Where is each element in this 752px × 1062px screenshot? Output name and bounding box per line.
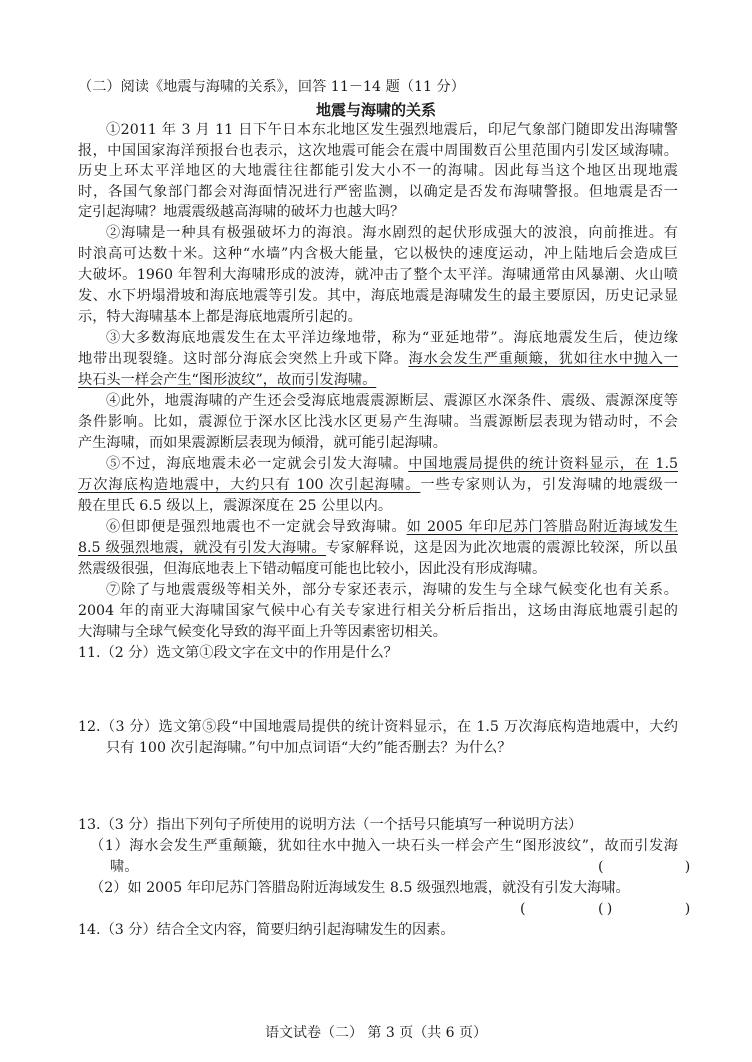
question-11: 11.（2 分）选文第①段文字在文中的作用是什么？ — [78, 645, 398, 661]
answer-blank[interactable]: ( ) — [598, 901, 691, 917]
paragraph-2-line: 大破坏。1960 年智利大海啸形成的波涛，就冲击了整个太平洋。海啸通常由风暴潮、火山喷 — [78, 267, 678, 283]
article-title: 地震与海啸的关系 — [315, 101, 436, 119]
paragraph-1-line: 时，各国气象部门都会对海面情况进行严密监测，以确定是否发布海啸警报。但地震是否一 — [78, 184, 678, 200]
paragraph-7-line: ⑦除了与地震震级等相关外，部分专家还表示，海啸的发生与全球气候变化也有关系。 — [106, 582, 678, 598]
underlined-sentence-1: 海水会发生严重颠簸，犹如往水中抛入一 — [408, 351, 678, 367]
section-header: （二）阅读《地震与海啸的关系》，回答 11－14 题（11 分） — [78, 79, 465, 95]
paragraph-7-line: 大海啸与全球气候变化导致的海平面上升等因素密切相关。 — [78, 624, 447, 640]
question-13: 13.（3 分）指出下列句子所使用的说明方法（一个括号只能填写一种说明方法） — [78, 817, 583, 833]
paragraph-2-line: 示，特大海啸基本上都是海底地震所引起的。 — [78, 309, 362, 325]
paragraph-3-line — [78, 371, 678, 390]
paragraph-3-line: ③大多数海底地震发生在太平洋边缘地带，称为“亚延地带”。海底地震发生后，使边缘 — [106, 330, 678, 346]
question-13-sentence-1: （1）海水会发生严重颠簸，犹如往水中抛入一块石头一样会产生“图形波纹”，故而引发海 — [90, 838, 678, 854]
paragraph-5-line: ⑤不过，海底地震未必一定就会引发大海啸。中国地震局提供的统计资料显示，在 1.5 — [106, 456, 678, 472]
paragraph-6-line: ⑥但即便是强烈地震也不一定就会导致海啸。如 2005 年印尼苏门答腊岛附近海域发生 — [106, 519, 678, 535]
question-14: 14.（3 分）结合全文内容，简要归纳引起海啸发生的因素。 — [78, 922, 455, 938]
paragraph-1-line: ①2011 年 3 月 11 日下午日本东北地区发生强烈地震后，印尼气象部门随即发出海啸警 — [106, 122, 678, 138]
paragraph-4-line: 条件影响。比如，震源位于深水区比浅水区更易产生海啸。当震源断层表现为错动时，不会 — [78, 414, 678, 430]
paragraph-3-line — [78, 350, 678, 369]
paragraph-6-line: 然震级很强，但海底地表上下错动幅度可能也比较小，因此没有形成海啸。 — [78, 561, 547, 577]
paragraph-3-text: 地带出现裂缝。这时部分海底会突然上升或下降。 — [78, 351, 409, 367]
paragraph-1-line: 报，中国国家海洋预报台也表示，这次地震可能会在震中周围数百公里范围内引发区域海啸。 — [78, 143, 678, 159]
paragraph-4-line: 产生海啸，而如果震源断层表现为倾滑，就可能引起海啸。 — [78, 435, 447, 451]
underlined-sentence-statistics: 万次海底构造地震中，大约只有 100 次引起海啸。 — [78, 477, 421, 493]
question-12: 只有 100 次引起海啸。”句中加点词语“大约”能否删去？为什么？ — [106, 740, 512, 756]
paragraph-7-line: 2004 年的南亚大海啸国家气候中心有关专家进行相关分析后指出，这场由海底地震引起的 — [78, 603, 678, 619]
paragraph-1-line: 定引起海啸？地震震级越高海啸的破坏力也越大吗？ — [78, 204, 405, 220]
answer-area-12[interactable] — [78, 762, 678, 812]
underlined-sentence-2: 如 2005 年印尼苏门答腊岛附近海域发生 — [406, 519, 678, 535]
underlined-sentence-statistics: 中国地震局提供的统计资料显示，在 1.5 — [408, 456, 678, 472]
paragraph-2-line: ②海啸是一种具有极强破坏力的海浪。海水剧烈的起伏形成强大的波浪，向前推进。有 — [106, 225, 678, 241]
answer-area-14[interactable] — [78, 945, 678, 1005]
paragraph-5-line: 万次海底构造地震中，大约只有 100 次引起海啸。一些专家则认为，引发海啸的地震级一 — [78, 477, 678, 493]
paragraph-4-line: ④此外，地震海啸的产生还会受海底地震震源断层、震源区水深条件、震级、震源深度等 — [106, 393, 678, 409]
paragraph-5-line: 般在里氏 6.5 级以上，震源深度在 25 公里以内。 — [78, 498, 393, 514]
underlined-sentence-2: 8.5 级强烈地震，就没有引发大海啸。 — [78, 540, 326, 556]
paragraph-2-line: 时浪高可达数十米。这种“水墙”内含极大能量，它以极快的速度运动，冲上陆地后会造成巨 — [78, 246, 678, 262]
answer-blank[interactable]: ( ) — [520, 901, 613, 917]
underlined-sentence-1: 块石头一样会产生“图形波纹”，故而引发海啸。 — [78, 372, 377, 388]
answer-area-11[interactable] — [78, 668, 678, 714]
paragraph-1-line: 历史上环太平洋地区的大地震往往都能引发大小不一的海啸。因此每当这个地区出现地震 — [78, 163, 678, 179]
question-13-sentence-2: （2）如 2005 年印尼苏门答腊岛附近海域发生 8.5 级强烈地震，就没有引发大海啸。 — [90, 880, 630, 896]
page-footer: 语文试卷（二） 第 3 页（共 6 页） — [264, 1025, 488, 1041]
question-12: 12.（3 分）选文第⑤段“中国地震局提供的统计资料显示，在 1.5 万次海底构造地震中，大约 — [78, 719, 678, 735]
question-13-sentence-1: 啸。 — [110, 859, 139, 875]
paragraph-2-line: 发、水下坍塌滑坡和海底地震等引发。其中，海底地震是海啸发生的最主要原因，历史记录显 — [78, 288, 678, 304]
paragraph-6-line: 8.5 级强烈地震，就没有引发大海啸。专家解释说，这是因为此次地震的震源比较深，所以虽 — [78, 540, 678, 556]
answer-blank[interactable]: ( ) — [598, 859, 691, 875]
